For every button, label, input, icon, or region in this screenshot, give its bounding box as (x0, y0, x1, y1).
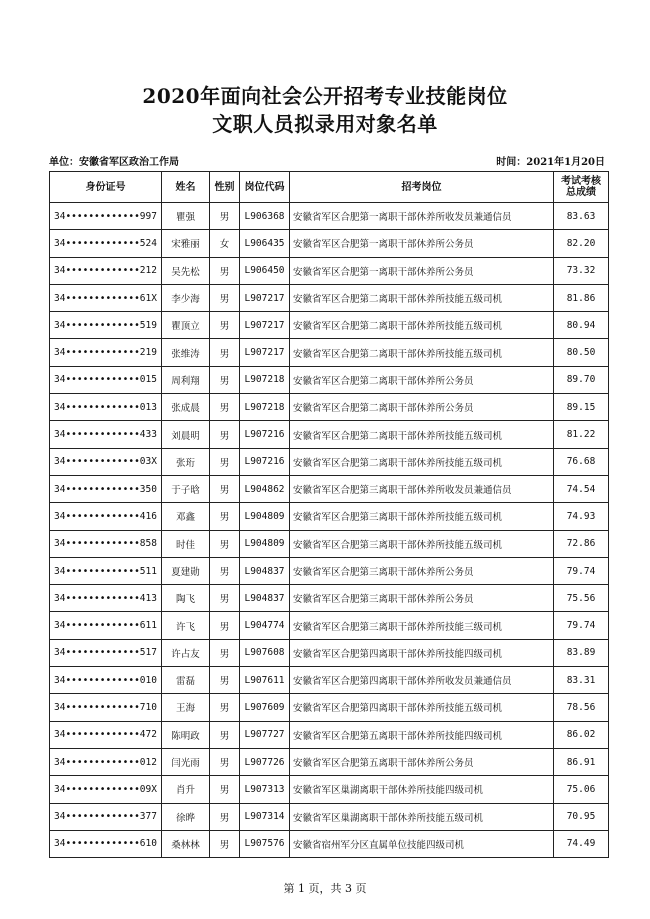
document-title-line2: 文职人员拟录用对象名单 (212, 112, 438, 136)
position-cell: 安徽省军区合肥第四离职干部休养所技能四级司机 (290, 639, 554, 666)
document-title-line1: 2020年面向社会公开招考专业技能岗位 (142, 84, 508, 108)
position-cell: 安徽省军区合肥第四离职干部休养所技能五级司机 (290, 694, 554, 721)
position-cell: 安徽省军区合肥第三离职干部休养所技能五级司机 (290, 503, 554, 530)
header-score (554, 172, 609, 203)
issuing-unit: 单位：安徽省军区政治工作局 (49, 157, 179, 168)
position-cell: 安徽省军区合肥第一离职干部休养所收发员兼通信员 (290, 203, 554, 230)
table-row (50, 776, 609, 803)
table-row (50, 694, 609, 721)
score-cell: 83.89 (554, 639, 609, 666)
id-cell: 34•••••••••••••413 (50, 585, 162, 612)
code-cell: L907313 (240, 776, 290, 803)
score-cell: 74.54 (554, 475, 609, 502)
candidate-table (49, 171, 609, 858)
score-cell: 81.22 (554, 421, 609, 448)
gender-cell: 男 (210, 503, 240, 530)
id-cell: 34•••••••••••••710 (50, 694, 162, 721)
score-cell: 74.93 (554, 503, 609, 530)
issue-date: 时间：2021年1月20日 (496, 157, 605, 168)
code-cell: L907726 (240, 748, 290, 775)
code-cell: L907216 (240, 421, 290, 448)
position-cell: 安徽省军区巢湖离职干部休养所技能四级司机 (290, 776, 554, 803)
id-cell: 34•••••••••••••517 (50, 639, 162, 666)
table-row (50, 394, 609, 421)
table-row (50, 721, 609, 748)
table-row (50, 366, 609, 393)
name-cell: 张珩 (162, 448, 210, 475)
gender-cell: 男 (210, 530, 240, 557)
id-cell: 34•••••••••••••212 (50, 257, 162, 284)
table-row (50, 339, 609, 366)
gender-cell: 男 (210, 557, 240, 584)
code-cell: L906450 (240, 257, 290, 284)
header-code: 岗位代码 (240, 172, 290, 203)
code-cell: L907217 (240, 339, 290, 366)
name-cell: 许飞 (162, 612, 210, 639)
gender-cell: 男 (210, 748, 240, 775)
position-cell: 安徽省军区合肥第三离职干部休养所技能三级司机 (290, 612, 554, 639)
position-cell: 安徽省军区巢湖离职干部休养所技能五级司机 (290, 803, 554, 830)
code-cell: L907576 (240, 830, 290, 857)
score-cell: 80.50 (554, 339, 609, 366)
gender-cell: 男 (210, 448, 240, 475)
gender-cell: 男 (210, 394, 240, 421)
position-cell: 安徽省军区合肥第二离职干部休养所公务员 (290, 394, 554, 421)
table-row (50, 530, 609, 557)
gender-cell: 女 (210, 230, 240, 257)
name-cell: 张成晨 (162, 394, 210, 421)
id-cell: 34•••••••••••••416 (50, 503, 162, 530)
score-cell: 78.56 (554, 694, 609, 721)
position-cell: 安徽省军区合肥第三离职干部休养所公务员 (290, 585, 554, 612)
header-id: 身份证号 (50, 172, 162, 203)
position-cell: 安徽省军区合肥第五离职干部休养所公务员 (290, 748, 554, 775)
gender-cell: 男 (210, 639, 240, 666)
id-cell: 34•••••••••••••013 (50, 394, 162, 421)
score-cell: 75.56 (554, 585, 609, 612)
header-score-line2: 总成绩 (566, 187, 596, 198)
id-cell: 34•••••••••••••524 (50, 230, 162, 257)
name-cell: 许占友 (162, 639, 210, 666)
id-cell: 34•••••••••••••010 (50, 667, 162, 694)
name-cell: 吴先松 (162, 257, 210, 284)
name-cell: 时佳 (162, 530, 210, 557)
position-cell: 安徽省军区合肥第二离职干部休养所技能五级司机 (290, 339, 554, 366)
gender-cell: 男 (210, 585, 240, 612)
gender-cell: 男 (210, 776, 240, 803)
gender-cell: 男 (210, 339, 240, 366)
name-cell: 于子晗 (162, 475, 210, 502)
gender-cell: 男 (210, 203, 240, 230)
gender-cell: 男 (210, 612, 240, 639)
table-row (50, 448, 609, 475)
header-gender: 性别 (210, 172, 240, 203)
code-cell: L904809 (240, 530, 290, 557)
score-cell: 74.49 (554, 830, 609, 857)
header-score-line1: 考试考核 (561, 176, 601, 187)
code-cell: L906435 (240, 230, 290, 257)
score-cell: 79.74 (554, 612, 609, 639)
table-header-row (50, 172, 609, 203)
code-cell: L907727 (240, 721, 290, 748)
id-cell: 34•••••••••••••377 (50, 803, 162, 830)
code-cell: L907611 (240, 667, 290, 694)
id-cell: 34•••••••••••••519 (50, 312, 162, 339)
gender-cell: 男 (210, 667, 240, 694)
table-row (50, 830, 609, 857)
code-cell: L904809 (240, 503, 290, 530)
position-cell: 安徽省军区合肥第二离职干部休养所技能五级司机 (290, 448, 554, 475)
name-cell: 宋雅丽 (162, 230, 210, 257)
id-cell: 34•••••••••••••997 (50, 203, 162, 230)
name-cell: 王海 (162, 694, 210, 721)
position-cell: 安徽省军区合肥第一离职干部休养所公务员 (290, 230, 554, 257)
score-cell: 89.15 (554, 394, 609, 421)
table-row (50, 284, 609, 311)
table-row (50, 585, 609, 612)
name-cell: 肖升 (162, 776, 210, 803)
table-row (50, 503, 609, 530)
id-cell: 34•••••••••••••012 (50, 748, 162, 775)
table-row (50, 667, 609, 694)
code-cell: L907314 (240, 803, 290, 830)
code-cell: L904774 (240, 612, 290, 639)
position-cell: 安徽省军区合肥第四离职干部休养所收发员兼通信员 (290, 667, 554, 694)
gender-cell: 男 (210, 257, 240, 284)
position-cell: 安徽省宿州军分区直属单位技能四级司机 (290, 830, 554, 857)
code-cell: L907216 (240, 448, 290, 475)
gender-cell: 男 (210, 284, 240, 311)
table-row (50, 748, 609, 775)
score-cell: 83.31 (554, 667, 609, 694)
table-row (50, 803, 609, 830)
score-cell: 80.94 (554, 312, 609, 339)
name-cell: 瞿顶立 (162, 312, 210, 339)
id-cell: 34•••••••••••••611 (50, 612, 162, 639)
gender-cell: 男 (210, 803, 240, 830)
name-cell: 瞿强 (162, 203, 210, 230)
code-cell: L907608 (240, 639, 290, 666)
name-cell: 邓鑫 (162, 503, 210, 530)
name-cell: 陶飞 (162, 585, 210, 612)
code-cell: L907609 (240, 694, 290, 721)
position-cell: 安徽省军区合肥第二离职干部休养所技能五级司机 (290, 421, 554, 448)
table-row (50, 257, 609, 284)
score-cell: 83.63 (554, 203, 609, 230)
position-cell: 安徽省军区合肥第三离职干部休养所技能五级司机 (290, 530, 554, 557)
id-cell: 34•••••••••••••219 (50, 339, 162, 366)
gender-cell: 男 (210, 421, 240, 448)
code-cell: L904837 (240, 585, 290, 612)
position-cell: 安徽省军区合肥第二离职干部休养所技能五级司机 (290, 312, 554, 339)
table-row (50, 312, 609, 339)
name-cell: 李少海 (162, 284, 210, 311)
name-cell: 张维涛 (162, 339, 210, 366)
name-cell: 雷磊 (162, 667, 210, 694)
name-cell: 闫光雨 (162, 748, 210, 775)
table-row (50, 475, 609, 502)
score-cell: 75.06 (554, 776, 609, 803)
table-row (50, 421, 609, 448)
gender-cell: 男 (210, 312, 240, 339)
position-cell: 安徽省军区合肥第二离职干部休养所公务员 (290, 366, 554, 393)
gender-cell: 男 (210, 830, 240, 857)
score-cell: 86.91 (554, 748, 609, 775)
code-cell: L907217 (240, 284, 290, 311)
table-row (50, 230, 609, 257)
id-cell: 34•••••••••••••433 (50, 421, 162, 448)
gender-cell: 男 (210, 475, 240, 502)
position-cell: 安徽省军区合肥第一离职干部休养所公务员 (290, 257, 554, 284)
score-cell: 82.20 (554, 230, 609, 257)
position-cell: 安徽省军区合肥第五离职干部休养所技能四级司机 (290, 721, 554, 748)
score-cell: 76.68 (554, 448, 609, 475)
code-cell: L907218 (240, 366, 290, 393)
table-row (50, 612, 609, 639)
header-position: 招考岗位 (290, 172, 554, 203)
id-cell: 34•••••••••••••858 (50, 530, 162, 557)
table-row (50, 639, 609, 666)
id-cell: 34•••••••••••••511 (50, 557, 162, 584)
score-cell: 73.32 (554, 257, 609, 284)
id-cell: 34•••••••••••••610 (50, 830, 162, 857)
id-cell: 34•••••••••••••61X (50, 284, 162, 311)
id-cell: 34•••••••••••••350 (50, 475, 162, 502)
id-cell: 34•••••••••••••472 (50, 721, 162, 748)
page-footer: 第 1 页，共 3 页 (283, 882, 367, 895)
header-name: 姓名 (162, 172, 210, 203)
code-cell: L906368 (240, 203, 290, 230)
position-cell: 安徽省军区合肥第三离职干部休养所公务员 (290, 557, 554, 584)
score-cell: 81.86 (554, 284, 609, 311)
score-cell: 89.70 (554, 366, 609, 393)
id-cell: 34•••••••••••••015 (50, 366, 162, 393)
code-cell: L904862 (240, 475, 290, 502)
code-cell: L904837 (240, 557, 290, 584)
id-cell: 34•••••••••••••03X (50, 448, 162, 475)
gender-cell: 男 (210, 694, 240, 721)
table-row (50, 203, 609, 230)
name-cell: 徐晔 (162, 803, 210, 830)
position-cell: 安徽省军区合肥第二离职干部休养所技能五级司机 (290, 284, 554, 311)
name-cell: 夏建勋 (162, 557, 210, 584)
code-cell: L907217 (240, 312, 290, 339)
gender-cell: 男 (210, 721, 240, 748)
score-cell: 70.95 (554, 803, 609, 830)
score-cell: 72.86 (554, 530, 609, 557)
score-cell: 86.02 (554, 721, 609, 748)
table-row (50, 557, 609, 584)
gender-cell: 男 (210, 366, 240, 393)
name-cell: 刘晨明 (162, 421, 210, 448)
position-cell: 安徽省军区合肥第三离职干部休养所收发员兼通信员 (290, 475, 554, 502)
name-cell: 周利翔 (162, 366, 210, 393)
name-cell: 陈明政 (162, 721, 210, 748)
id-cell: 34•••••••••••••09X (50, 776, 162, 803)
name-cell: 桑林林 (162, 830, 210, 857)
score-cell: 79.74 (554, 557, 609, 584)
code-cell: L907218 (240, 394, 290, 421)
